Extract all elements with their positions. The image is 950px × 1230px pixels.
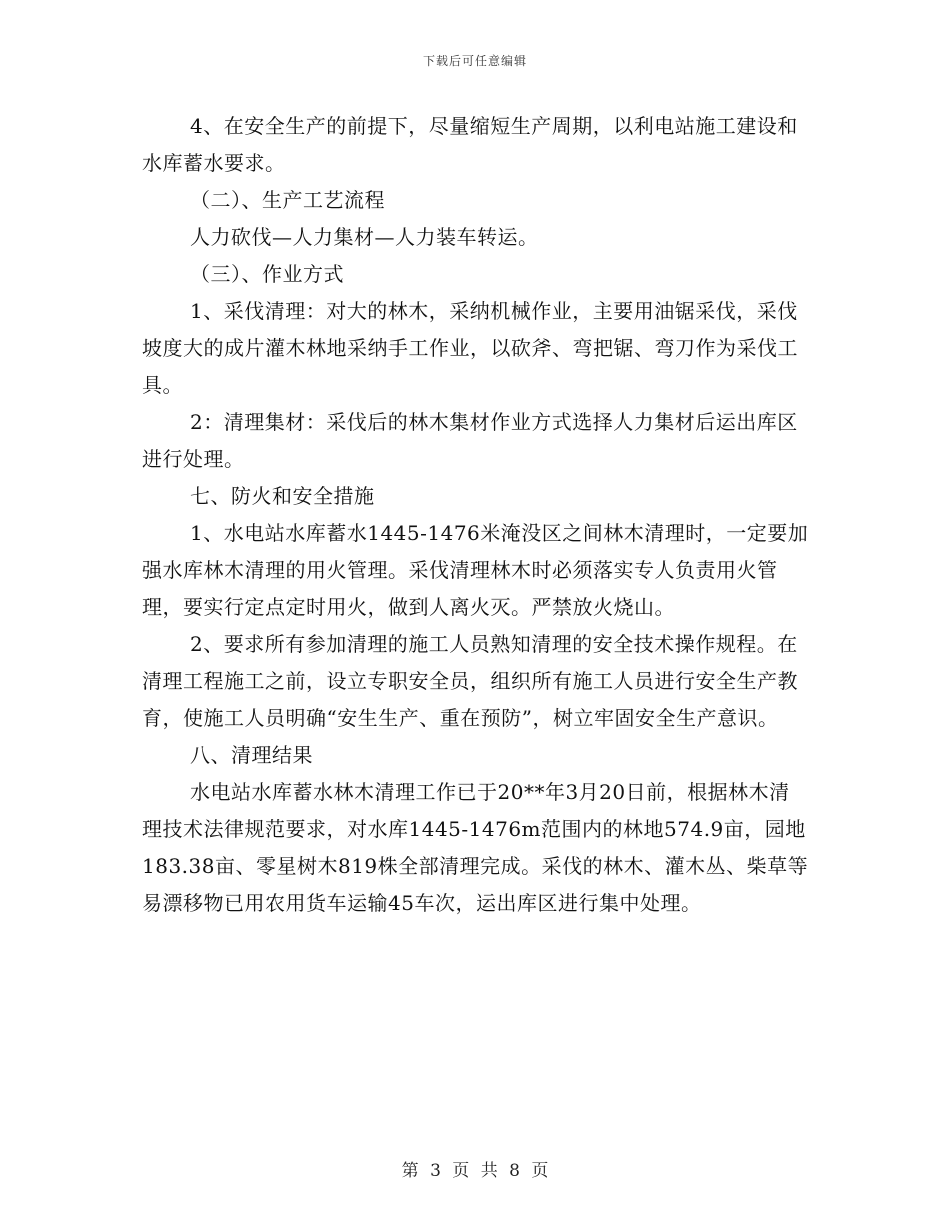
page-footer: 第 3 页 共 8 页 — [401, 1161, 549, 1181]
section-heading-process: （二）、生产工艺流程 — [190, 188, 385, 212]
paragraph-fire-2: 2、要求所有参加清理的施工人员熟知清理的安全技术操作规程。在清理工程施工之前，设立专职安全员，组织所有施工人员进行安全生产教育，使施工人员明确“安生生产、重在预防”，树立牢固安全生产意识。 — [142, 632, 798, 730]
paragraph-fire-1: 1、水电站水库蓄水1445-1476米淹没区之间林木清理时，一定要加强水库林木清理的用火管理。采伐清理林木时必须落实专人负责用火管理，要实行定点定时用火，做到人离火灭。严禁放火烧山。 — [142, 521, 809, 619]
paragraph-method-1: 1、采伐清理：对大的林木，采纳机械作业，主要用油锯采伐，采伐坡度大的成片灌木林地采纳手工作业，以砍斧、弯把锯、弯刀作为采伐工具。 — [142, 299, 798, 397]
paragraph-process-flow: 人力砍伐—人力集材—人力装车转运。 — [190, 225, 539, 249]
paragraph-item-4: 4、在安全生产的前提下，尽量缩短生产周期，以利电站施工建设和水库蓄水要求。 — [142, 114, 798, 175]
section-heading-method: （三）、作业方式 — [190, 262, 344, 286]
page-header: 下载后可任意编辑 — [422, 54, 527, 68]
document-body — [142, 108, 810, 922]
paragraph-method-2: 2：清理集材：采伐后的林木集材作业方式选择人力集材后运出库区进行处理。 — [142, 410, 798, 471]
section-heading-fire-safety: 七、防火和安全措施 — [190, 484, 375, 508]
paragraph-result: 水电站水库蓄水林木清理工作已于20**年3月20日前，根据林木清理技术法律规范要求，对水库1445-1476m范围内的林地574.9亩，园地183.38亩、零星树木819株全部清理完成。采伐的林木、灌木丛、柴草等易漂移物已用农用货车运输45车次，运出库区进行集中处理。 — [142, 780, 809, 915]
section-heading-result: 八、清理结果 — [190, 743, 313, 767]
